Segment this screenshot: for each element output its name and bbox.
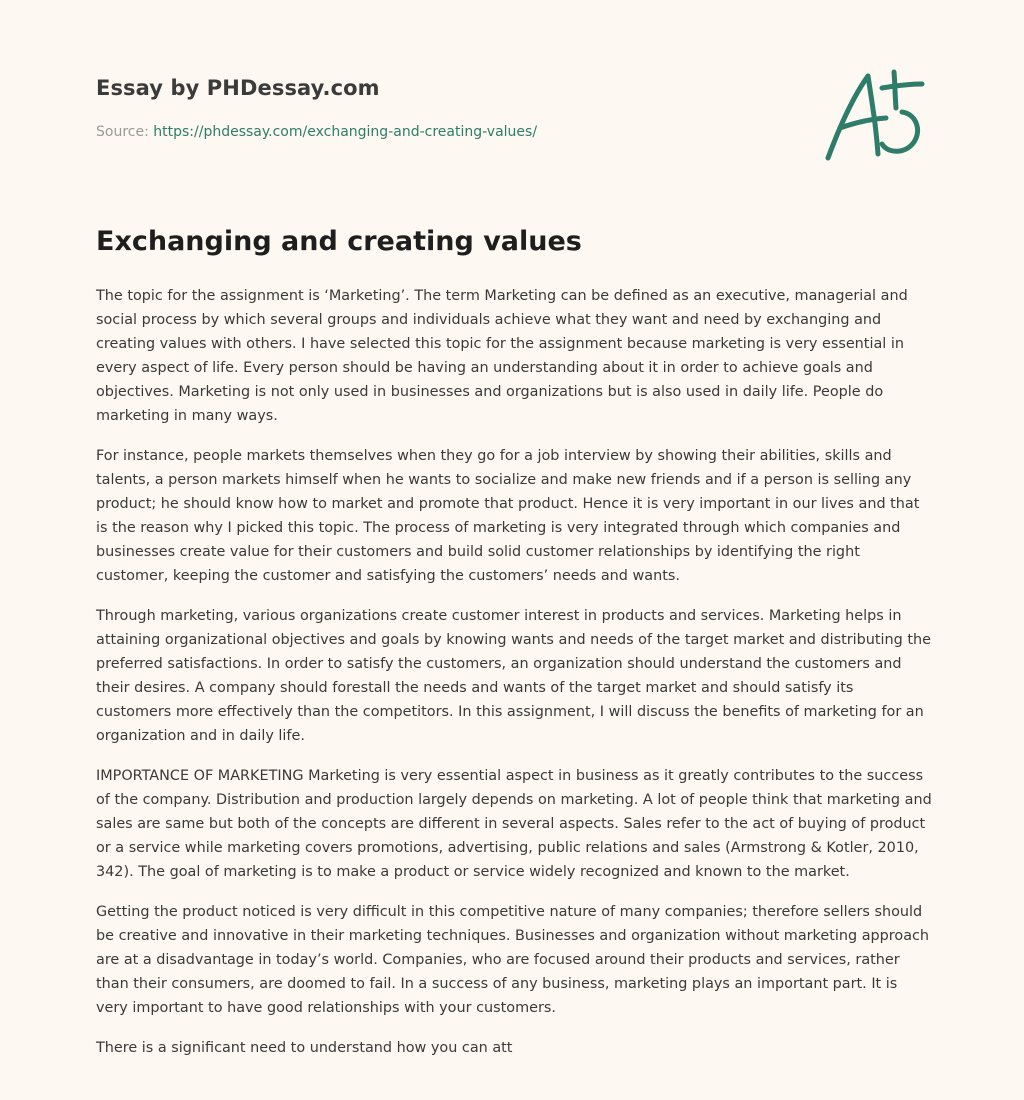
source-link[interactable]: https://phdessay.com/exchanging-and-creating-values/: [153, 124, 538, 140]
essay-body: [96, 284, 932, 1076]
essay-paragraph: Getting the product noticed is very difficult in this competitive nature of many companies; therefore sellers should be creative and innovative in their marketing techniques. Businesses and organization without marketing approach are at a disadvantage in today’s world. Companies, who are focused around their products and services, rather than their consumers, are doomed to fail. In a success of any business, marketing plays an important part. It is very important to have good relationships with your customers.: [96, 904, 930, 1016]
source-label: Source:: [96, 124, 154, 140]
a-plus-grade-icon: [818, 66, 930, 166]
essay-paragraph: IMPORTANCE OF MARKETING Marketing is very essential aspect in business as it greatly contributes to the success of the company. Distribution and production largely depends on marketing. A lot of people think that marketing and sales are same but both of the concepts are different in several aspects. Sales refer to the act of buying of product or a service while marketing covers promotions, advertising, public relations and sales (Armstrong & Kotler, 2010, 342). The goal of marketing is to make a product or service widely recognized and known to the market.: [96, 768, 932, 880]
source-line: [96, 124, 537, 140]
essay-title: Exchanging and creating values: [96, 226, 582, 257]
site-brand: Essay by PHDessay.com: [96, 76, 380, 100]
essay-paragraph: The topic for the assignment is ‘Marketing’. The term Marketing can be defined as an executive, managerial and social process by which several groups and individuals achieve what they want and need by exchanging and creating values with others. I have selected this topic for the assignment because marketing is very essential in every aspect of life. Every person should be having an understanding about it in order to achieve goals and objectives. Marketing is not only used in businesses and organizations but is also used in daily life. People do marketing in many ways.: [96, 288, 908, 424]
essay-paragraph: There is a significant need to understand how you can att: [96, 1040, 513, 1056]
essay-paragraph: For instance, people markets themselves when they go for a job interview by showing their abilities, skills and talents, a person markets himself when he wants to socialize and make new friends and if a person is selling any product; he should know how to market and promote that product. Hence it is very important in our lives and that is the reason why I picked this topic. The process of marketing is very integrated through which companies and businesses create value for their customers and build solid customer relationships by identifying the right customer, keeping the customer and satisfying the customers’ needs and wants.: [96, 448, 920, 584]
essay-paragraph: Through marketing, various organizations create customer interest in products and services. Marketing helps in attaining organizational objectives and goals by knowing wants and needs of the target market and distributing the preferred satisfactions. In order to satisfy the customers, an organization should understand the customers and their desires. A company should forestall the needs and wants of the target market and should satisfy its customers more effectively than the competitors. In this assignment, I will discuss the benefits of marketing for an organization and in daily life.: [96, 608, 931, 744]
